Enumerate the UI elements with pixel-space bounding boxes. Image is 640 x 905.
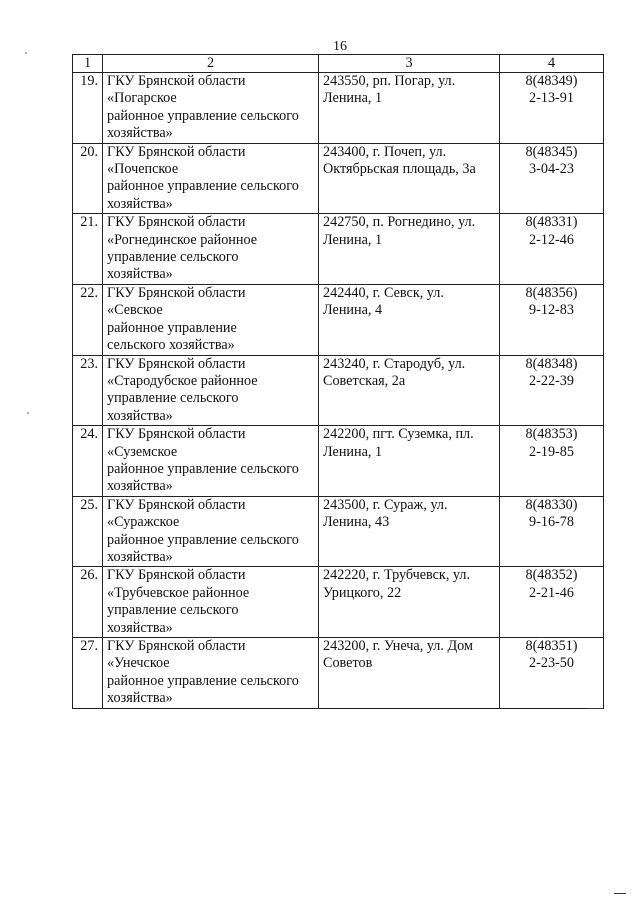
agency-name-line: районное управление (107, 319, 237, 336)
address-line: Советов (323, 655, 373, 672)
agency-name (103, 567, 319, 638)
address-line: 242200, пгт. Суземка, пл. (323, 426, 474, 443)
footer-dash (588, 708, 603, 709)
phone-line: 8(48330) (525, 496, 578, 513)
agency-name-line: «Суражское (107, 514, 180, 531)
phone-line: 9-16-78 (529, 514, 574, 531)
agency-name-line: районное управление сельского (107, 672, 299, 689)
address-line: 243400, г. Почеп, ул. (323, 143, 447, 160)
address-line: Урицкого, 22 (323, 584, 402, 601)
column-header-2: 2 (103, 55, 319, 73)
agency-name-line: ГКУ Брянской области (107, 426, 246, 443)
agency-name-line: хозяйства» (107, 690, 173, 707)
row-number: 21. (73, 214, 103, 285)
phone-line: 8(48356) (525, 284, 578, 301)
row-number: 19. (73, 73, 103, 144)
agency-address (319, 426, 500, 497)
table-row (73, 426, 604, 497)
column-header-4: 4 (500, 55, 604, 73)
address-line: 243500, г. Сураж, ул. (323, 496, 448, 513)
agency-name-line: управление сельского (107, 390, 239, 407)
agency-address (319, 638, 500, 709)
table-row (73, 496, 604, 567)
phone-line: 9-12-83 (529, 302, 574, 319)
agency-phone (500, 284, 604, 355)
address-line: 243240, г. Стародуб, ул. (323, 355, 466, 372)
phone-line: 8(48352) (525, 567, 578, 584)
agency-name-line: районное управление сельского (107, 178, 299, 195)
agency-phone (500, 73, 604, 144)
agency-name-line: хозяйства» (107, 125, 173, 142)
agency-name (103, 638, 319, 709)
agency-address (319, 496, 500, 567)
address-line: 242440, г. Севск, ул. (323, 284, 444, 301)
table-row (73, 638, 604, 709)
phone-line: 8(48331) (525, 214, 578, 231)
agency-name-line: управление сельского (107, 602, 239, 619)
row-number: 27. (73, 638, 103, 709)
table-row (73, 214, 604, 285)
agency-name-line: районное управление сельского (107, 531, 299, 548)
phone-line: 2-21-46 (529, 584, 574, 601)
agency-name-line: ГКУ Брянской области (107, 638, 246, 654)
address-line: Ленина, 1 (323, 90, 383, 107)
agency-name-line: «Рогнединское районное (107, 231, 258, 248)
address-line: 242220, г. Трубчевск, ул. (323, 567, 471, 584)
scan-speck (27, 412, 29, 414)
phone-line: 8(48345) (525, 143, 578, 160)
agency-address (319, 143, 500, 214)
address-line: Ленина, 43 (323, 514, 390, 531)
agency-phone (500, 567, 604, 638)
row-number: 25. (73, 496, 103, 567)
table-row (73, 73, 604, 144)
agency-name-line: ГКУ Брянской области (107, 496, 246, 513)
agency-name-line: ГКУ Брянской области (107, 567, 246, 584)
phone-line: 8(48351) (525, 638, 578, 654)
address-line: Ленина, 1 (323, 231, 383, 248)
address-line: 242750, п. Рогнедино, ул. (323, 214, 476, 231)
page-number: 16 (333, 39, 347, 54)
address-line: 243200, г. Унеча, ул. Дом (323, 638, 473, 654)
scan-speck (25, 52, 27, 54)
row-number: 23. (73, 355, 103, 426)
agency-name-line: «Унечское (107, 655, 170, 672)
agency-address (319, 284, 500, 355)
table-row (73, 567, 604, 638)
agency-name (103, 426, 319, 497)
agency-name-line: ГКУ Брянской области (107, 73, 246, 89)
address-line: Октябрьская площадь, 3а (323, 161, 476, 178)
column-header-3: 3 (319, 55, 500, 73)
agency-name-line: сельского хозяйства» (107, 337, 235, 354)
agency-name-line: ГКУ Брянской области (107, 284, 246, 301)
agency-name-line: «Трубчевское районное (107, 584, 250, 601)
agency-address (319, 355, 500, 426)
agency-phone (500, 143, 604, 214)
address-line: Ленина, 1 (323, 443, 383, 460)
agency-name-line: хозяйства» (107, 478, 173, 495)
agency-phone (500, 214, 604, 285)
agency-name-line: хозяйства» (107, 266, 173, 283)
address-line: Советская, 2а (323, 372, 406, 389)
row-number: 20. (73, 143, 103, 214)
agency-name (103, 73, 319, 144)
agencies-table (72, 54, 604, 709)
agency-name (103, 143, 319, 214)
agency-name-line: управление сельского (107, 249, 239, 266)
table-row (73, 143, 604, 214)
agency-name-line: ГКУ Брянской области (107, 355, 246, 372)
agency-name-line: хозяйства» (107, 548, 173, 565)
address-line: 243550, рп. Погар, ул. (323, 73, 456, 89)
agency-name (103, 284, 319, 355)
agency-name-line: ГКУ Брянской области (107, 214, 246, 231)
phone-line: 3-04-23 (529, 161, 574, 178)
agency-phone (500, 638, 604, 709)
phone-line: 2-12-46 (529, 231, 574, 248)
corner-dash (614, 893, 626, 894)
agency-name-line: «Погарское (107, 90, 177, 107)
agency-name-line: районное управление сельского (107, 107, 299, 124)
table-header-row (73, 55, 604, 73)
agency-name (103, 214, 319, 285)
agency-name (103, 496, 319, 567)
table-row (73, 284, 604, 355)
agency-phone (500, 355, 604, 426)
row-number: 22. (73, 284, 103, 355)
phone-line: 2-19-85 (529, 443, 574, 460)
agency-phone (500, 496, 604, 567)
agency-phone (500, 426, 604, 497)
agency-name-line: «Стародубское районное (107, 372, 258, 389)
agency-name-line: «Севское (107, 302, 163, 319)
agency-name-line: хозяйства» (107, 195, 173, 212)
agency-address (319, 73, 500, 144)
agency-name-line: районное управление сельского (107, 460, 299, 477)
row-number: 24. (73, 426, 103, 497)
phone-line: 2-13-91 (529, 90, 574, 107)
phone-line: 2-22-39 (529, 372, 574, 389)
address-line: Ленина, 4 (323, 302, 383, 319)
phone-line: 2-23-50 (529, 655, 574, 672)
agency-name-line: ГКУ Брянской области (107, 143, 246, 160)
column-header-1: 1 (73, 55, 103, 73)
agency-address (319, 214, 500, 285)
agency-name-line: хозяйства» (107, 407, 173, 424)
row-number: 26. (73, 567, 103, 638)
phone-line: 8(48353) (525, 426, 578, 443)
agency-address (319, 567, 500, 638)
agency-name-line: хозяйства» (107, 619, 173, 636)
agency-name (103, 355, 319, 426)
agency-name-line: «Суземское (107, 443, 178, 460)
agency-name-line: «Почепское (107, 161, 179, 178)
phone-line: 8(48348) (525, 355, 578, 372)
table-row (73, 355, 604, 426)
phone-line: 8(48349) (525, 73, 578, 89)
